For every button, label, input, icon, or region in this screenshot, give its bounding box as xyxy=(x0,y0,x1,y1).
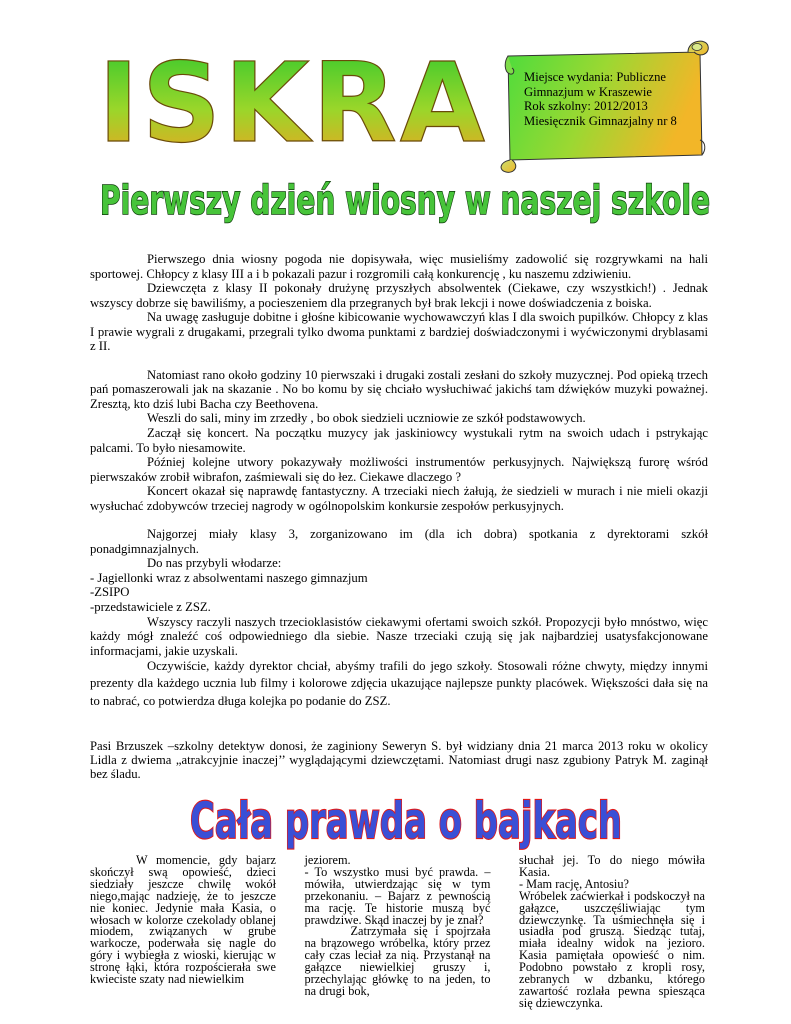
paragraph: Zatrzymała się i spojrzała na brązowego wróbelka, który przez cały czas leciał za nią. Przystanął na gałązce niewielkiej gruszy i, przechylając główkę to na jeden, to na drugi bok, xyxy=(304,924,491,998)
paragraph: Koncert okazał się naprawdę fantastyczny. A trzeciaki niech żałują, że siedzieli w murach i nie mieli okazji wysłuchać zdobywców trzeciej nagrody w ogólnopolskim konkursie zespołów perkusyjnych. xyxy=(90,484,708,513)
paragraph: - Mam rację, Antosiu? xyxy=(519,876,629,891)
paragraph: Zaczął się koncert. Na początku muzycy jak jaskiniowcy wystukali rytm na swoich udach i pstrykając palcami. To było niesamowite. xyxy=(90,426,708,455)
column-1 xyxy=(90,855,276,1005)
masthead-title: ISKRA xyxy=(98,39,488,167)
paragraph: Później kolejne utwory pokazywały możliwości instrumentów perkusyjnych. Największą furorę wśród pierwszaków zrobił wibrafon, zaśmiewali się do łez. Ciekawe dlaczego ? xyxy=(90,455,708,484)
headline-spring-day xyxy=(0,170,791,230)
visitor-item: -przedstawiciele z ZSZ. xyxy=(90,600,211,615)
paragraph: Wszyscy raczyli naszych trzecioklasistów ciekawymi ofertami swoich szkół. Propozycji było mnóstwo, więc każdy mógł znaleźć coś odpowiedniego dla siebie. Nasze trzeciaki czują się jak najbardziej usatysfakcjonowane informacjami, jakie uzyskali. xyxy=(90,614,708,658)
headline-fairy-tales-text: Cała prawda o bajkach xyxy=(190,792,622,850)
column-3 xyxy=(519,853,705,1010)
fairy-tale-columns xyxy=(90,853,705,1010)
masthead-info-line: Rok szkolny: 2012/2013 xyxy=(524,99,648,114)
paragraph: Weszli do sali, miny im zrzedły , bo obok siedzieli uczniowie ze szkół podstawowych. xyxy=(147,411,586,426)
headline-spring-day-text: Pierwszy dzień wiosny w naszej szkole xyxy=(100,178,710,224)
paragraph: Wróbelek zaćwierkał i podskoczył na gałązce, uszczęśliwiając tym dziewczynkę. Ta uśmiechnęła się i usiadła pod gruszą. Siedząc tutaj, miała idealny widok na jezioro. Kasia pamiętała opowieść o nim. Podobno powstało z kropli rosy, zebranych w dzbanku, którego zawartość rozlała pewna spiesząca się dziewczynka. xyxy=(519,888,705,1010)
paragraph: Pierwszego dnia wiosny pogoda nie dopisywała, więc musieliśmy zadowolić się rozgrywkami na hali sportowej. Chłopcy z klasy III a i b pokazali pazur i rozgromili całą konkurencję , ku naszemu zdziwieniu. xyxy=(90,252,708,281)
paragraph: W momencie, gdy bajarz skończył swą opowieść, dzieci siedziały jeszcze chwilę wokół niego,mając nadzieję, że to jeszcze nie koniec. Jedynie mała Kasia, o włosach w kolorze czekolady oblanej miodem, związanych w grube warkocze, poderwała się nagle do góry i wybiegła z wioski, kierując w stronę łąki, która rozpościerała swe kwieciste szaty nad niewielkim xyxy=(90,853,276,987)
headline-fairy-tales xyxy=(0,786,791,852)
paragraph: słuchał jej. To do niego mówiła Kasia. xyxy=(519,853,705,879)
article-spring-day xyxy=(90,252,708,710)
masthead-info-line: Miejsce wydania: Publiczne xyxy=(524,70,666,84)
masthead xyxy=(0,0,791,180)
paragraph: Do nas przybyli włodarze: xyxy=(147,556,282,571)
paragraph: jeziorem. xyxy=(304,853,351,867)
paragraph: - To wszystko musi być prawda. – mówiła, utwierdzając się w tym przekonaniu. – Bajarz z pewnością ma rację. Te historie muszą być prawdziwe. Skąd inaczej by je znał? xyxy=(304,864,491,927)
detective-note: Pasi Brzuszek –szkolny detektyw donosi, że zaginiony Seweryn S. był widziany dnia 21 marca 2013 roku w okolicy Lidla z dwiema „atrakcyjnie inaczej’’ wyglądającymi dziewczętami. Natomiast drugi nasz zgubiony Patryk M. zaginął bez śladu. xyxy=(90,739,708,782)
paragraph: Oczywiście, każdy dyrektor chciał, abyśmy trafili do jego szkoły. Stosowali różne chwyty, między innymi prezenty dla każdego ucznia lub filmy i kolorowe zdjęcia ukazujące najlepsze punkty placówek. Większości dała się na to nabrać, co potwierdza długa kolejka po podanie do ZSZ. xyxy=(90,659,708,708)
masthead-info-line: Miesięcznik Gimnazjalny nr 8 xyxy=(524,113,677,128)
paragraph: Natomiast rano około godziny 10 pierwszaki i drugaki zostali zesłani do szkoły muzycznej. Pod opieką trzech pań pomaszerowali jak na skazanie . No bo komu by się chciało wysłuchiwać jakichś tam dźwięków muzyki poważnej. Zresztą, kto dziś lubi Bacha czy Beethovena. xyxy=(90,367,708,411)
visitor-item: - Jagiellonki wraz z absolwentami naszego gimnazjum xyxy=(90,570,368,585)
paragraph: Najgorzej miały klasy 3, zorganizowano im (dla ich dobra) spotkania z dyrektorami szkół ponadgimnazjalnych. xyxy=(90,527,708,556)
column-2 xyxy=(305,855,491,1005)
visitor-item: -ZSIPO xyxy=(90,585,130,600)
paragraph: Na uwagę zasługuje dobitne i głośne kibicowanie wychowawczyń klas I dla swoich pupilków. Chłopcy z klas I prawie wygrali z drugakami, przegrali tylko dwoma punktami z bardziej doświadczonymi i wyćwiczonymi dryblasami z II. xyxy=(90,310,708,354)
masthead-info-line: Gimnazjum w Kraszewie xyxy=(524,84,652,99)
masthead-info xyxy=(524,70,704,128)
paragraph: Dziewczęta z klasy II pokonały drużynę przyszłych absolwentek (Ciekawe, czy wszystkich!) . Jednak wszyscy dobrze się bawiliśmy, a pocieszeniem dla przegranych był brak lekcji i nowe doświadczenia z boiska. xyxy=(90,281,708,310)
